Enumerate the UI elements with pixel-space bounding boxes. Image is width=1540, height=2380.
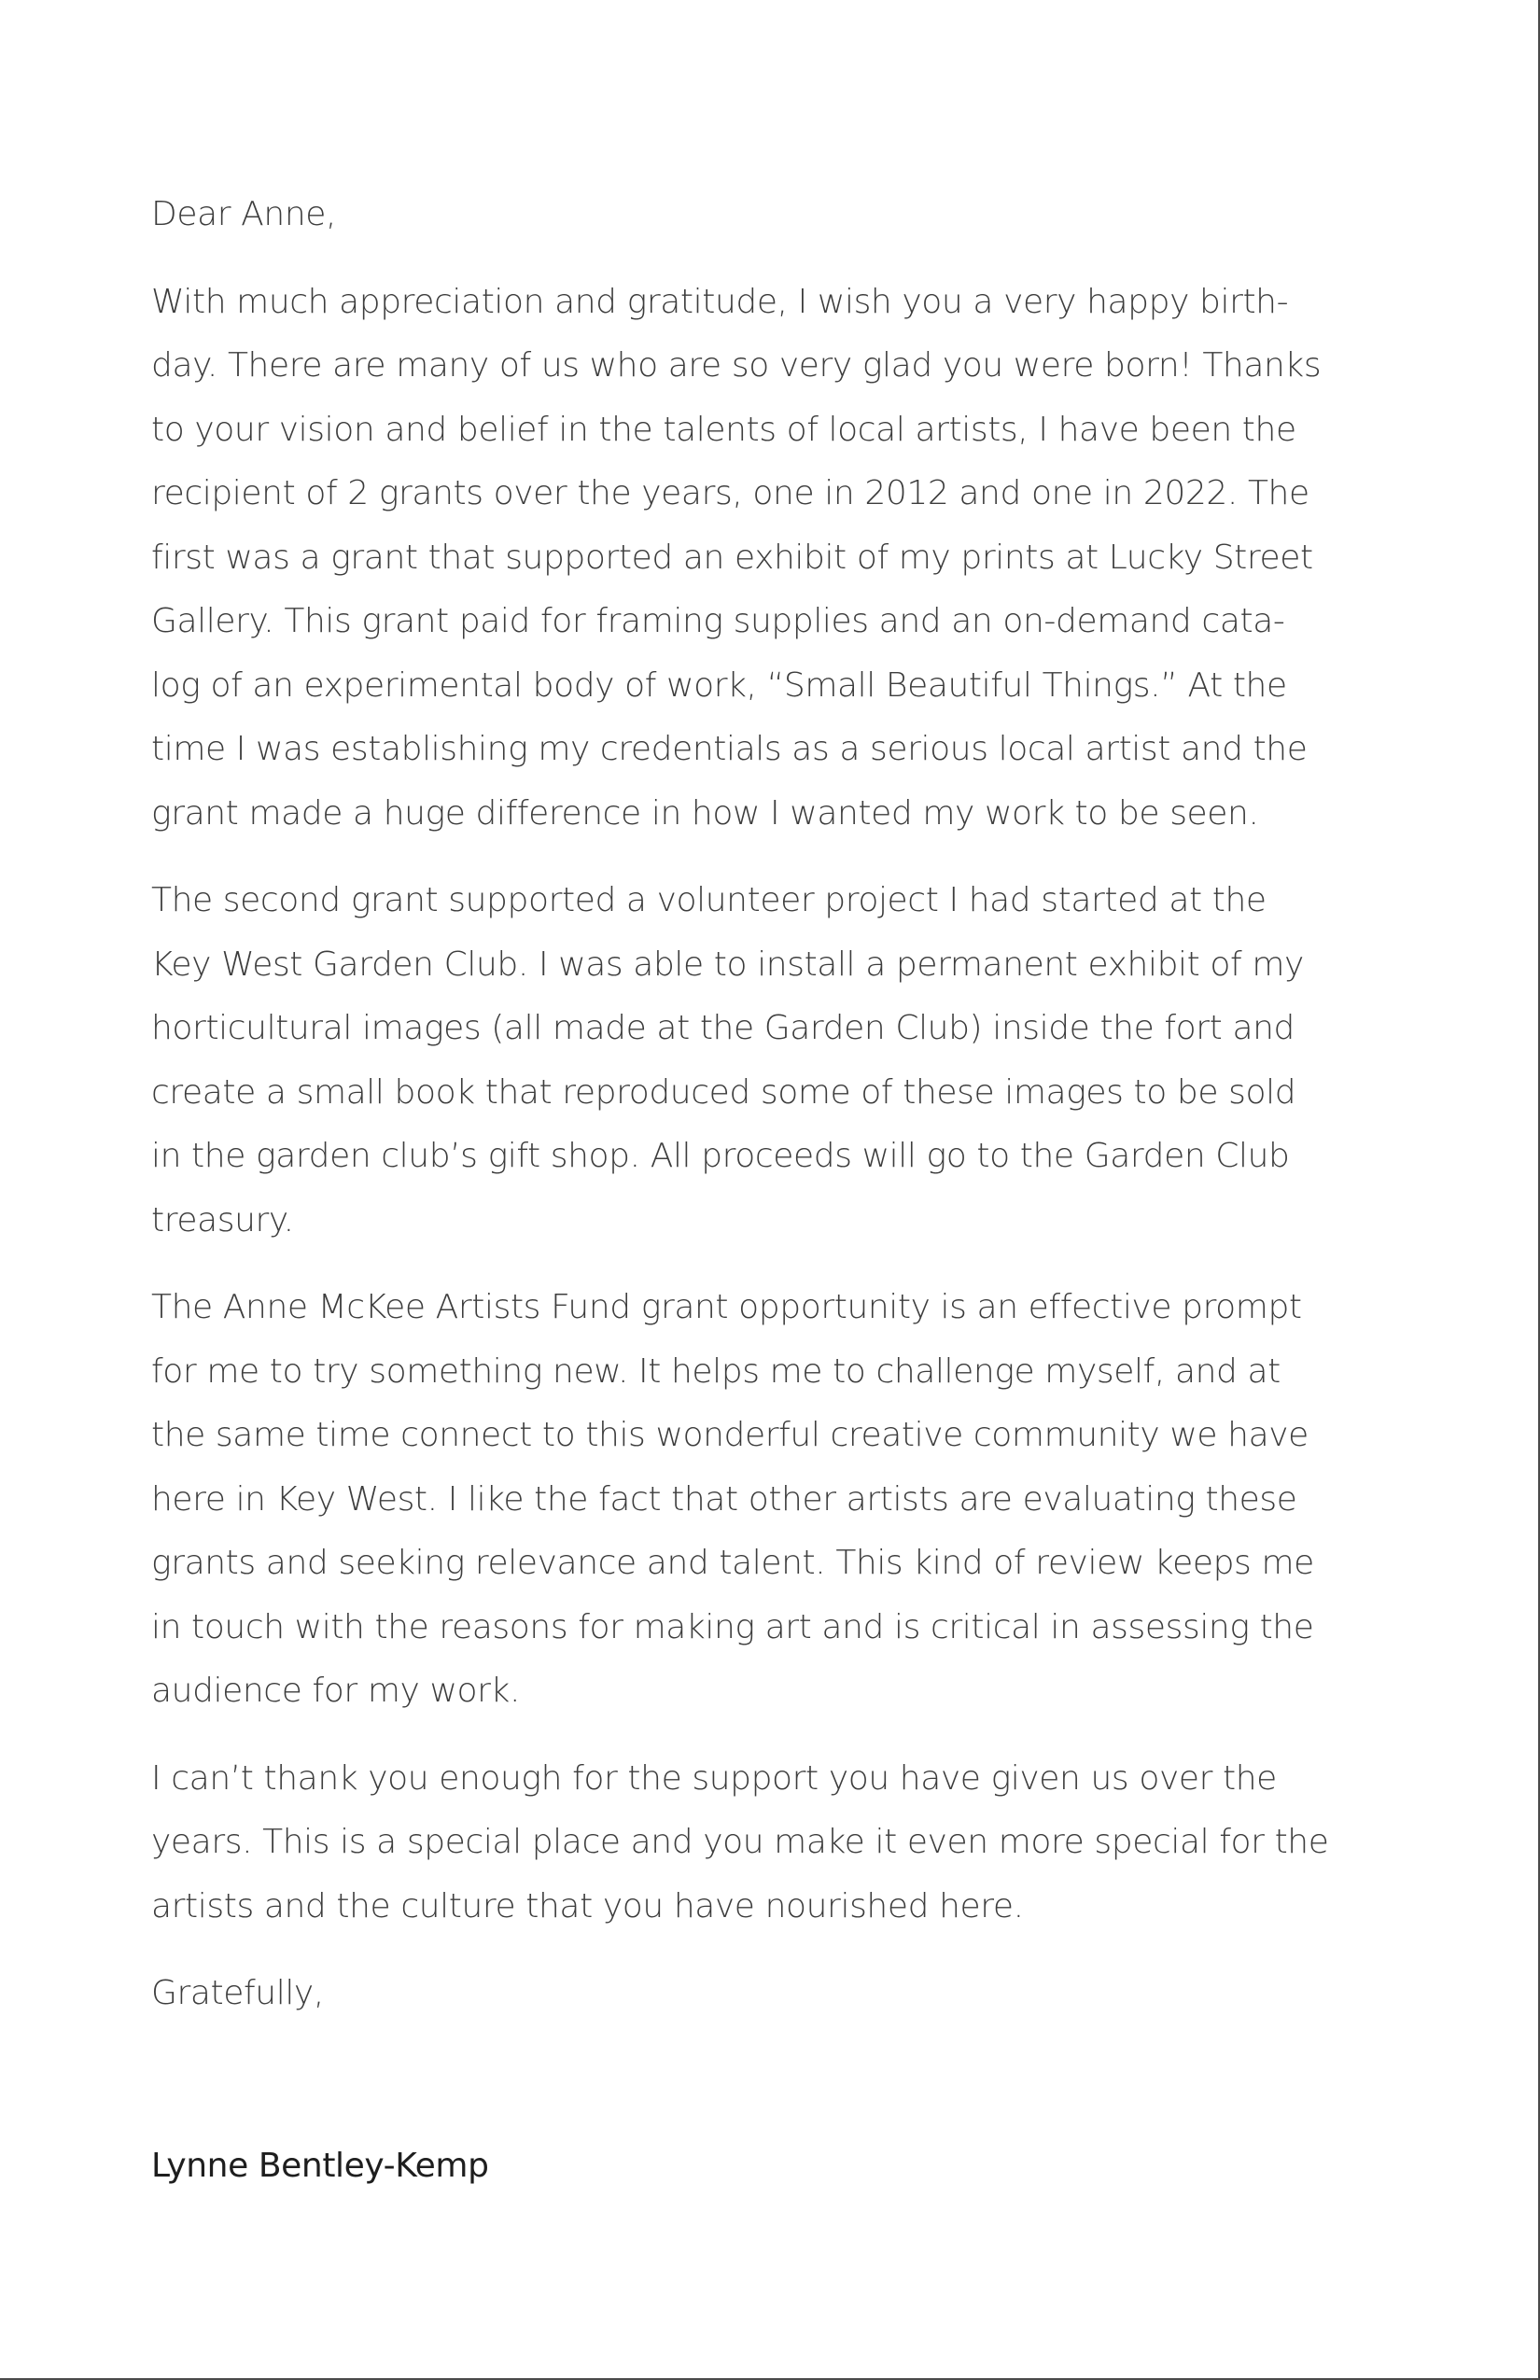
paragraph-line: grant made a huge difference in how I wanted my work to be seen. [151,793,1259,833]
paragraph-line: here in Key West. I like the fact that other artists are evaluating these [151,1479,1297,1519]
closing: Gratefully, [151,1974,324,2012]
paragraph-line: to your vision and belief in the talents of local artists, I have been the [151,410,1296,449]
paragraph-line: artists and the culture that you have nourished here. [151,1886,1024,1925]
paragraph-line: Gallery. This grant paid for framing supplies and an on-demand cata- [151,602,1285,640]
signature-name: Lynne Bentley-Kemp [151,2147,489,2185]
paragraph-line: With much appreciation and gratitude, I wish you a very happy birth- [151,282,1289,321]
paragraph-line: for me to try something new. It helps me to challenge myself, and at [151,1351,1281,1391]
paragraph-line: day. There are many of us who are so very glad you were born! Thanks [151,346,1322,385]
paragraph-line: The second grant supported a volunteer project I had started at the [151,881,1267,919]
paragraph-line: time I was establishing my credentials as a serious local artist and the [151,730,1308,768]
paragraph-line: create a small book that reproduced some of these images to be sold [151,1072,1296,1112]
paragraph-line: grants and seeking relevance and talent. This kind of review keeps me [151,1544,1314,1582]
paragraph-line: Key West Garden Club. I was able to install a permanent exhibit of my [151,945,1304,984]
paragraph-line: in touch with the reasons for making art and is critical in assessing the [151,1607,1314,1646]
letter-body [151,183,1383,2026]
paragraph-line: audience for my work. [151,1672,521,1710]
paragraph-line: log of an experimental body of work, “Small Beautiful Things.” At the [151,665,1287,705]
paragraph-fund-opportunity [151,1276,1383,1724]
paragraph-grants-history [151,271,1383,847]
paragraph-line: years. This is a special place and you make it even more special for the [151,1823,1329,1861]
paragraph-line: I can’t thank you enough for the support you have given us over the [151,1758,1277,1798]
paragraph-second-grant [151,869,1383,1253]
paragraph-line: recipient of 2 grants over the years, one in 2012 and one in 2022. The [151,474,1309,512]
paragraph-line: the same time connect to this wonderful creative community we have [151,1416,1309,1454]
paragraph-line: treasury. [151,1200,294,1239]
paragraph-line: in the garden club’s gift shop. All proceeds will go to the Garden Club [151,1137,1290,1175]
paragraph-line: first was a grant that supported an exhibit of my prints at Lucky Street [151,538,1313,577]
paragraph-thanks [151,1747,1383,1939]
salutation: Dear Anne, [151,195,337,233]
paragraph-line: The Anne McKee Artists Fund grant opportunity is an effective prompt [151,1288,1302,1326]
paragraph-line: horticultural images (all made at the Garden Club) inside the fort and [151,1009,1295,1047]
